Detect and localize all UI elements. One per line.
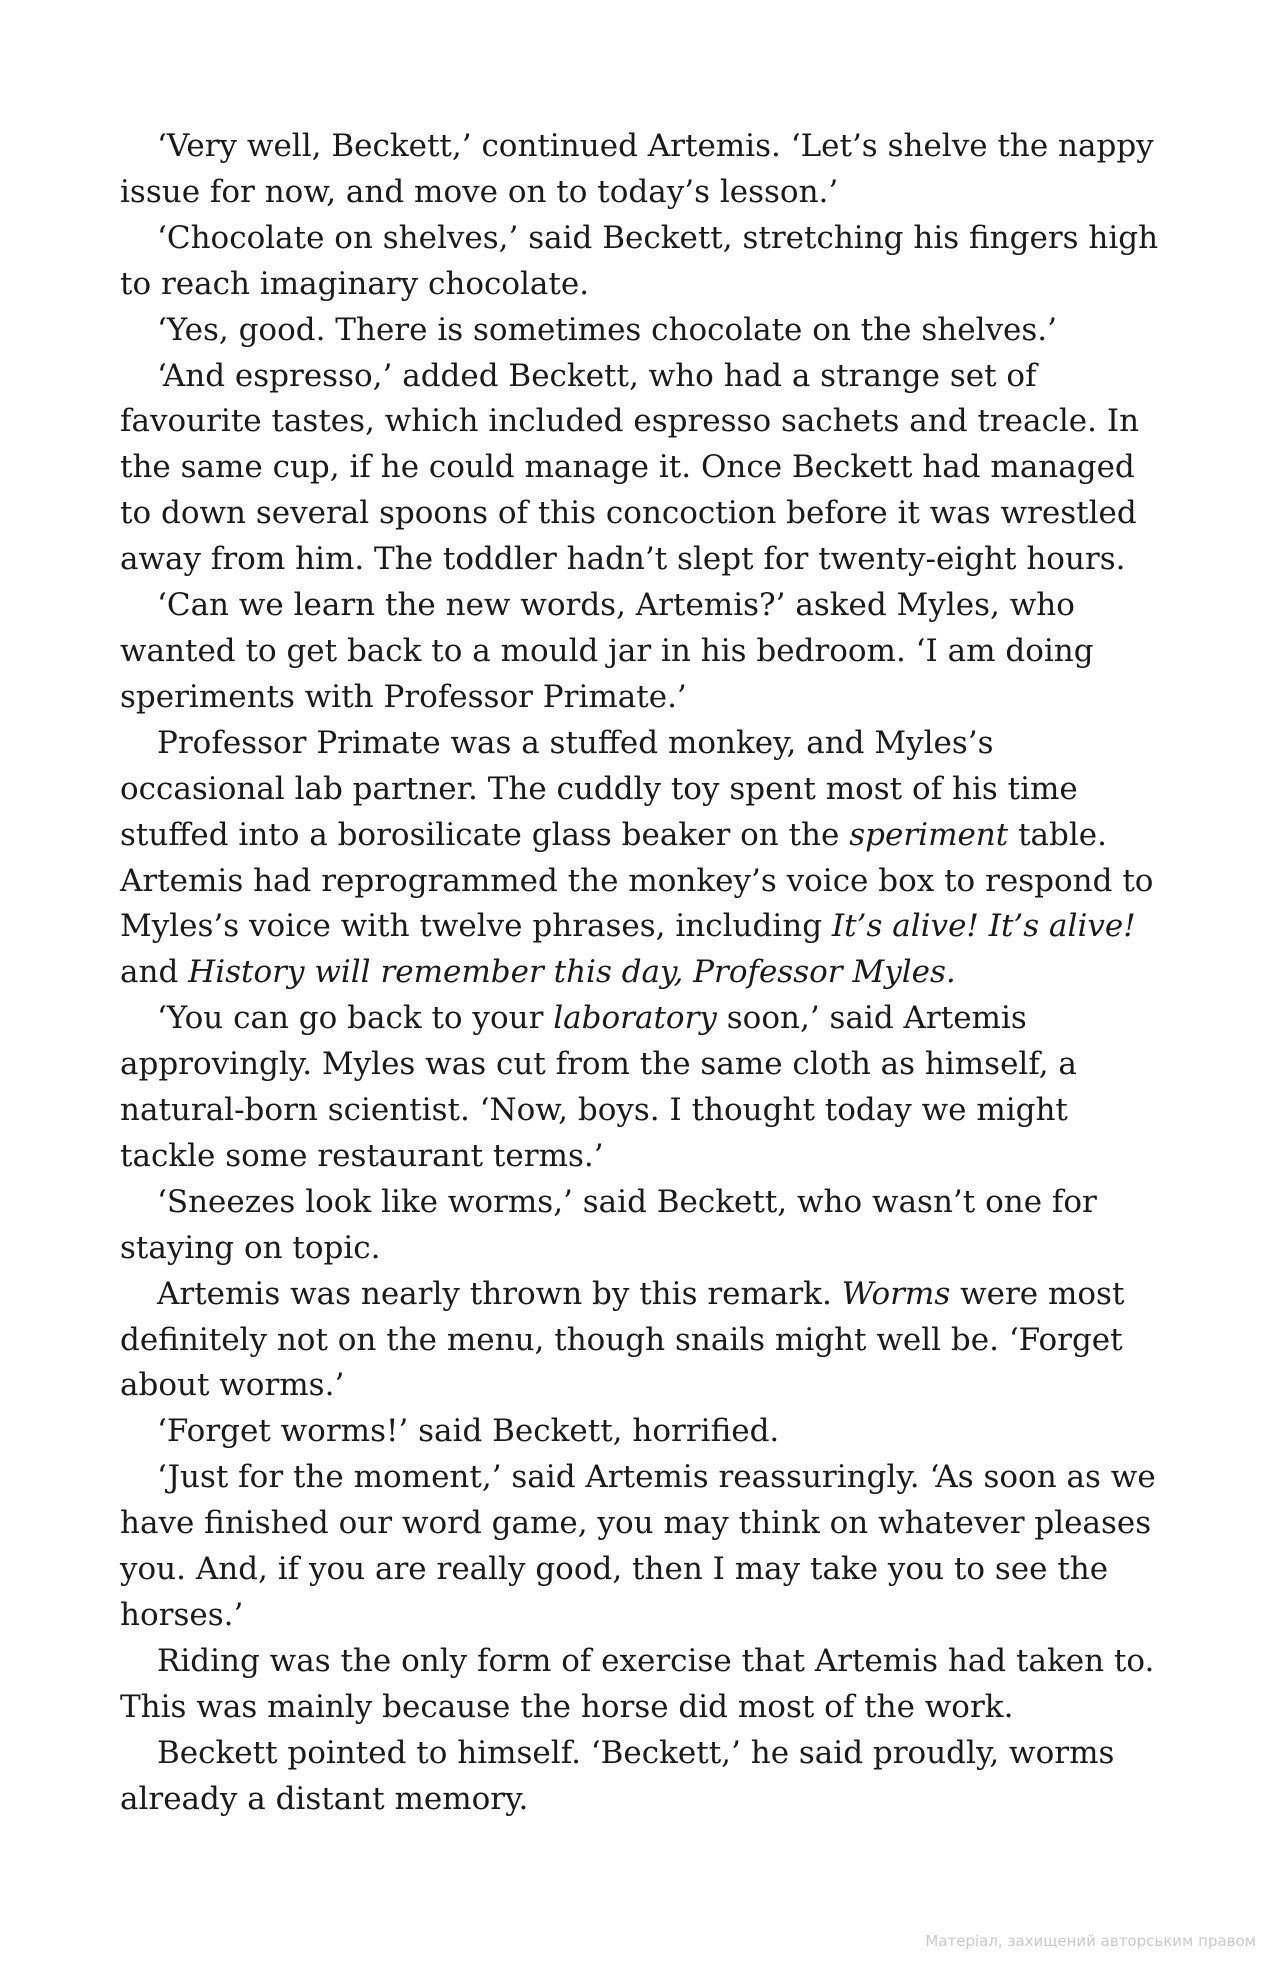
paragraph <box>120 354 1160 584</box>
book-page-text <box>120 124 1160 1823</box>
paragraph <box>120 1409 1160 1455</box>
text-segment: ‘Forget worms!’ said Beckett, horrified. <box>157 1413 780 1450</box>
italic-segment: speriment <box>849 816 1009 853</box>
copyright-watermark: Матеріал, захищений авторським правом <box>925 1932 1256 1950</box>
text-segment: Artemis was nearly thrown by this remark. <box>157 1275 842 1312</box>
paragraph <box>120 1731 1160 1823</box>
paragraph <box>120 1180 1160 1272</box>
text-segment: ‘You can go back to your <box>157 1000 554 1037</box>
text-segment: Riding was the only form of exercise that Artemis had taken to. This was mainly because the horse did most of the work. <box>120 1642 1155 1725</box>
italic-segment: It’s alive! It’s alive! <box>831 908 1136 945</box>
paragraph <box>120 124 1160 216</box>
paragraph <box>120 996 1160 1180</box>
text-segment: ‘And espresso,’ added Beckett, who had a strange set of favourite tastes, which included espresso sachets and treacle. In the same cup, if he could manage it. Once Beckett had managed to down several spoons of this concoction before it was wrestled away from him. The toddler hadn’t slept for twenty-eight hours. <box>120 357 1140 578</box>
text-segment: ‘Just for the moment,’ said Artemis reassuringly. ‘As soon as we have finished our word game, you may think on whatever pleases you. And, if you are really good, then I may take you to see the horses.’ <box>120 1459 1156 1633</box>
text-segment: ‘Can we learn the new words, Artemis?’ asked Myles, who wanted to get back to a mould jar in his bedroom. ‘I am doing speriments with Professor Primate.’ <box>120 587 1094 715</box>
paragraph <box>120 1639 1160 1731</box>
italic-segment: History will remember this day, Professor Myles. <box>188 954 956 991</box>
paragraph <box>120 308 1160 354</box>
text-segment: ‘Very well, Beckett,’ continued Artemis. ‘Let’s shelve the nappy issue for now, and move on to today’s lesson.’ <box>120 128 1154 210</box>
paragraph <box>120 583 1160 721</box>
paragraph <box>120 1455 1160 1639</box>
text-segment: ‘Chocolate on shelves,’ said Beckett, stretching his fingers high to reach imaginary chocolate. <box>120 219 1159 302</box>
paragraph <box>120 216 1160 308</box>
text-segment: Professor Primate was a stuffed monkey, and Myles’s occasional lab partner. The cuddly toy spent most of his time stuffed into a borosilicate glass beaker on the <box>120 724 1078 853</box>
text-segment: ‘Sneezes look like worms,’ said Beckett, who wasn’t one for staying on topic. <box>120 1183 1097 1266</box>
text-segment: and <box>120 954 189 991</box>
text-segment: table. Artemis had reprogrammed the monkey’s voice box to respond to Myles’s voice with twelve phrases, including <box>120 816 1154 945</box>
italic-segment: Worms <box>841 1275 951 1312</box>
paragraph <box>120 1272 1160 1410</box>
italic-segment: laboratory <box>553 1000 717 1037</box>
text-segment: were most definitely not on the menu, though snails might well be. ‘Forget about worms.’ <box>120 1275 1125 1404</box>
text-segment: ‘Yes, good. There is sometimes chocolate on the shelves.’ <box>157 311 1057 348</box>
text-segment: Beckett pointed to himself. ‘Beckett,’ he said proudly, worms already a distant memory. <box>120 1734 1115 1817</box>
paragraph <box>120 721 1160 996</box>
text-segment: soon,’ said Artemis approvingly. Myles was cut from the same cloth as himself, a natural-born scientist. ‘Now, boys. I thought today we might tackle some restaurant terms.’ <box>120 1000 1077 1174</box>
